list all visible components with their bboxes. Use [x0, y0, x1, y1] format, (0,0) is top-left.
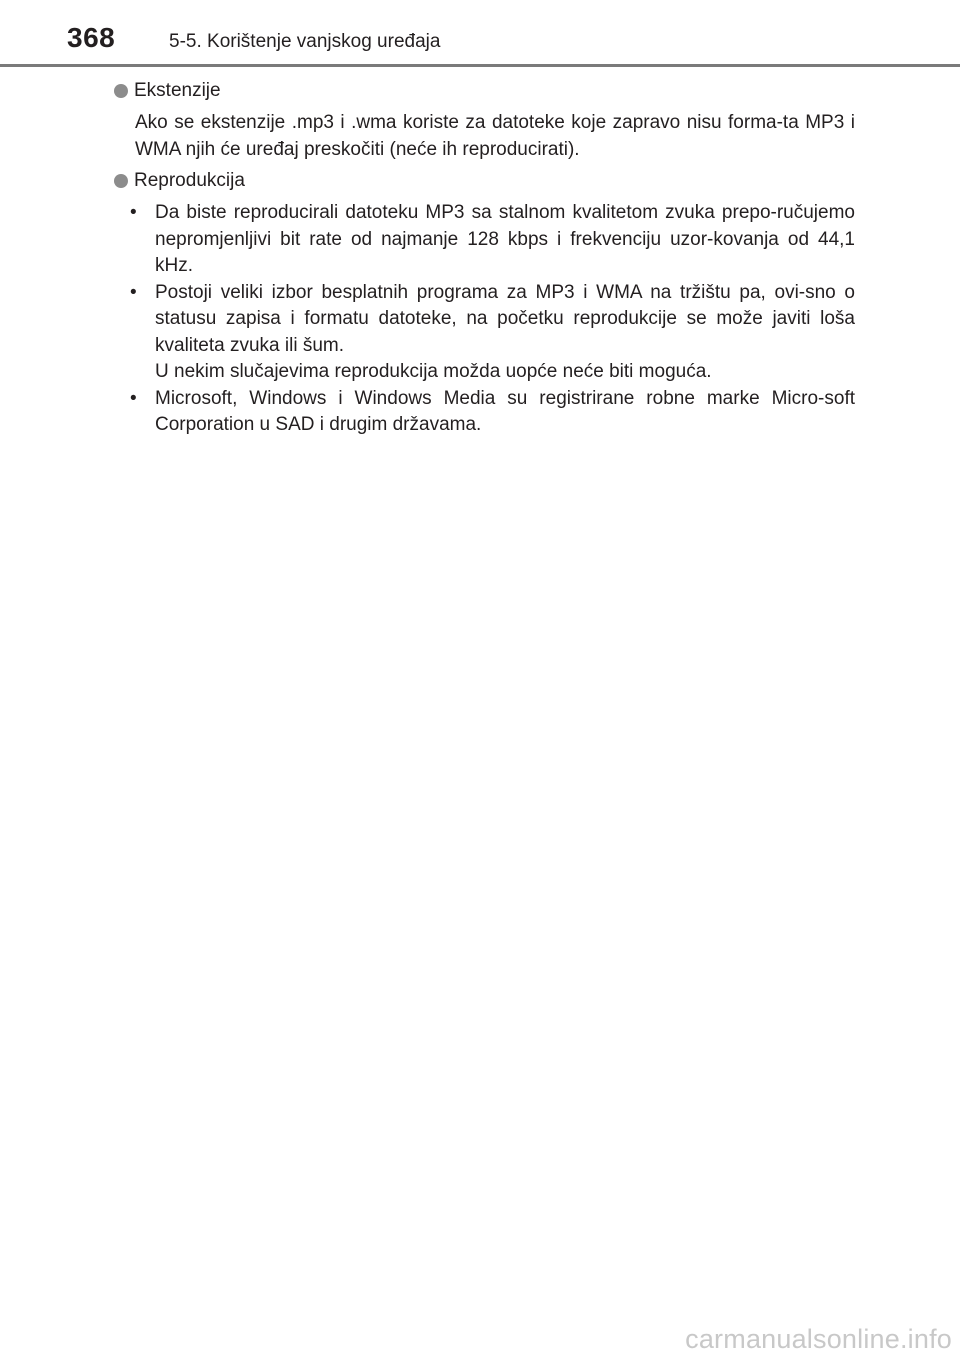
page-header [0, 0, 960, 72]
watermark: carmanualsonline.info [685, 1324, 952, 1354]
list-item-text: Postoji veliki izbor besplatnih programa za MP3 i WMA na tržištu pa, ovi-sno o statusu zapisa i formatu datoteke, na početku reprodukcije se može javiti loša kvaliteta zvuka ili šum. [155, 281, 855, 356]
reprodukcija-list [130, 200, 855, 439]
header-divider [0, 64, 960, 67]
page-number: 368 [67, 22, 116, 53]
section-heading-ekstenzije [112, 79, 221, 103]
section-paragraph-ekstenzije: Ako se ekstenzije .mp3 i .wma koriste za datoteke koje zapravo nisu forma-ta MP3 i WMA njih će uređaj preskočiti (neće ih reproducirati). [135, 112, 855, 160]
list-bullet: • [130, 202, 137, 223]
round-bullet-icon [114, 174, 128, 188]
list-bullet: • [130, 281, 137, 303]
round-bullet-icon [114, 84, 128, 98]
list-item [130, 386, 855, 439]
list-item [130, 200, 855, 280]
list-item-extra-text: U nekim slučajevima reprodukcija možda uopće neće biti moguća. [155, 361, 712, 382]
section-heading-reprodukcija [112, 169, 245, 193]
list-bullet: • [130, 387, 137, 409]
section-heading-label: Reprodukcija [134, 170, 245, 191]
list-item-text: Microsoft, Windows i Windows Media su registrirane robne marke Micro-soft Corporation u SAD i drugim državama. [155, 387, 855, 435]
list-item [130, 280, 855, 386]
section-title: 5-5. Korištenje vanjskog uređaja [169, 31, 441, 52]
list-item-text: Da biste reproducirali datoteku MP3 sa stalnom kvalitetom zvuka prepo-ručujemo nepromjenljivi bit rate od najmanje 128 kbps i frekvenciju uzor-kovanja od 44,1 kHz. [155, 202, 855, 276]
section-heading-label: Ekstenzije [134, 80, 221, 101]
